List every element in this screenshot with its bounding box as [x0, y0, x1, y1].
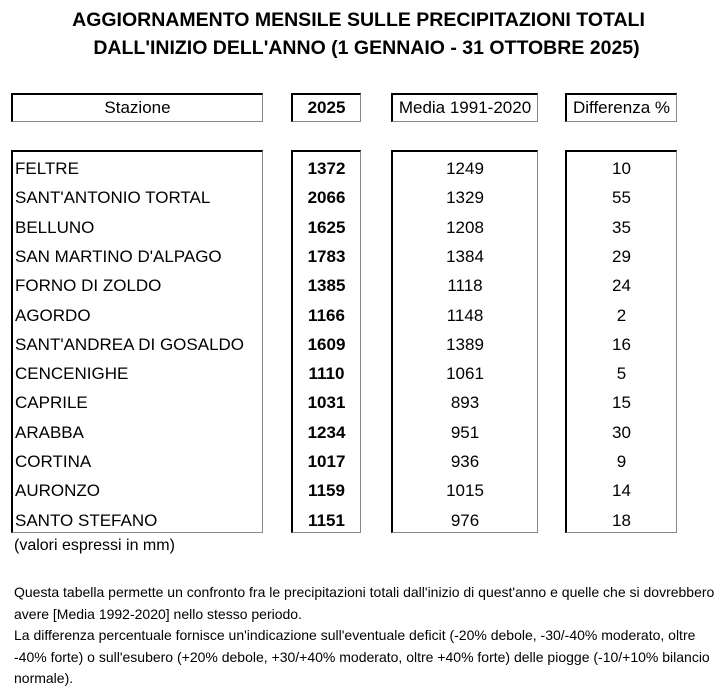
notes-paragraph-1: Questa tabella permette un confronto fra le precipitazioni totali dall'inizio di quest'anno e quelle che si dovrebbero avere [Media 1992-2020] nello stesso periodo. [14, 584, 715, 622]
cell-year: 1385 [307, 276, 346, 296]
column-media-1991-2020 [391, 150, 538, 533]
cell-station: SANTO STEFANO [15, 510, 158, 530]
cell-media: 1384 [446, 246, 484, 266]
cell-diff: 15 [612, 393, 631, 413]
cell-year: 1609 [307, 334, 346, 354]
cell-year: 1783 [307, 246, 346, 266]
cell-station: FELTRE [15, 159, 79, 178]
header-station: Stazione [11, 93, 263, 122]
cell-diff: 10 [612, 159, 631, 178]
cell-station: ARABBA [15, 422, 84, 442]
cell-year: 1110 [308, 364, 345, 384]
notes-paragraph-2: La differenza percentuale fornisce un'indicazione sull'eventuale deficit (-20% debole, -30/-40% moderato, oltre -40% forte) o sull'esubero (+20% debole, +30/+40% moderato, oltre +40% forte) delle piogge (-10/+10% bilancio normale). [14, 627, 710, 686]
column-year-2025 [291, 150, 361, 533]
cell-diff: 29 [612, 246, 631, 266]
header-year-2025: 2025 [291, 93, 361, 122]
cell-station: CENCENIGHE [15, 364, 129, 384]
cell-media: 1118 [447, 276, 483, 296]
cell-diff: 9 [616, 452, 627, 471]
cell-year: 1166 [308, 305, 345, 325]
cell-station: AGORDO [15, 305, 91, 325]
cell-diff: 18 [612, 510, 631, 530]
explanatory-notes [14, 582, 722, 690]
cell-diff: 5 [616, 364, 627, 384]
header-difference-percent: Differenza % [565, 93, 677, 122]
column-difference-percent [565, 150, 677, 533]
cell-diff: 55 [612, 188, 631, 208]
cell-media: 1249 [446, 159, 484, 178]
cell-media: 893 [450, 393, 480, 413]
cell-station: BELLUNO [15, 217, 95, 237]
cell-diff: 14 [612, 481, 631, 501]
cell-media: 976 [450, 510, 480, 530]
cell-station: SAN MARTINO D'ALPAGO [15, 246, 222, 266]
cell-media: 936 [450, 452, 480, 471]
units-note: (valori espressi in mm) [14, 537, 175, 554]
cell-year: 1159 [308, 481, 345, 501]
cell-diff: 24 [612, 276, 631, 296]
cell-media: 951 [450, 422, 480, 442]
cell-year: 1234 [307, 422, 346, 442]
cell-year: 1372 [307, 159, 346, 178]
cell-media: 1208 [446, 217, 484, 237]
page-title-line-2: DALL'INIZIO DELL'ANNO (1 GENNAIO - 31 OTTOBRE 2025) [93, 37, 640, 59]
cell-diff: 2 [616, 305, 627, 325]
page-title-line-1: AGGIORNAMENTO MENSILE SULLE PRECIPITAZIONI TOTALI [72, 9, 645, 31]
cell-year: 1151 [308, 510, 345, 530]
cell-media: 1061 [446, 364, 484, 384]
cell-year: 1017 [307, 452, 346, 471]
cell-station: CORTINA [15, 452, 92, 471]
cell-media: 1329 [446, 188, 484, 208]
cell-diff: 35 [612, 217, 631, 237]
header-media-1991-2020: Media 1991-2020 [391, 93, 538, 122]
cell-media: 1015 [446, 481, 484, 501]
cell-media: 1389 [446, 334, 484, 354]
cell-year: 2066 [307, 188, 346, 208]
cell-year: 1031 [307, 393, 346, 413]
cell-diff: 16 [612, 334, 631, 354]
cell-year: 1625 [307, 217, 346, 237]
cell-station: FORNO DI ZOLDO [15, 276, 162, 296]
cell-media: 1148 [446, 305, 484, 325]
cell-station: SANT'ANTONIO TORTAL [15, 188, 211, 208]
cell-station: SANT'ANDREA DI GOSALDO [15, 334, 245, 354]
column-station [11, 150, 263, 533]
cell-diff: 30 [612, 422, 631, 442]
cell-station: CAPRILE [15, 393, 88, 413]
cell-station: AURONZO [15, 481, 100, 501]
